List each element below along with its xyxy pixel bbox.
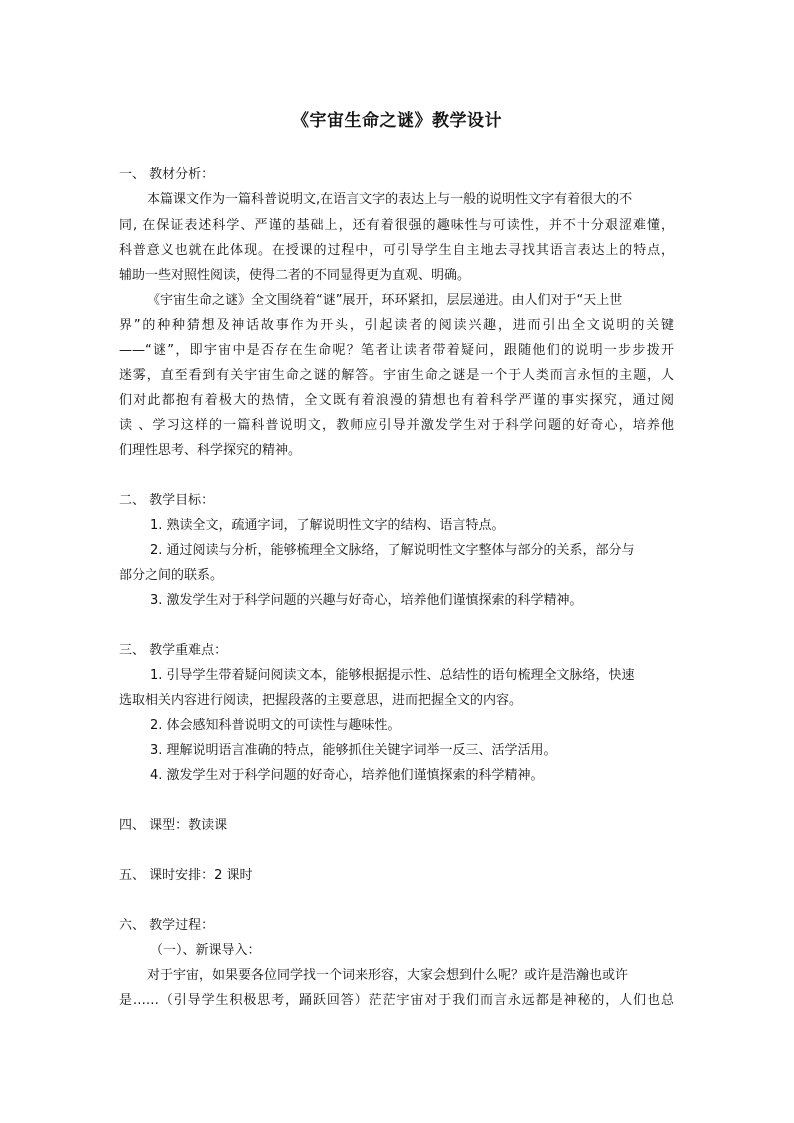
paragraph-line: 们理性思考、科学探究的精神。 [119,443,302,458]
paragraph-line: 同, 在保证表述科学、严谨的基础上，还有着很强的趣味性与可读性，并不十分艰涩难懂， [119,218,674,233]
paragraph-line: 迷雾，直至看到有关宇宙生命之谜的解答。宇宙生命之谜是一个于人类而言永恒的主题，人 [119,368,674,383]
paragraph-line: 读 、学习这样的一篇科普说明文，教师应引导并激发学生对于科学问题的好奇心，培养他 [119,418,674,433]
paragraph-line: 是……（引导学生积极思考，踊跃回答）茫茫宇宙对于我们而言永远都是神秘的，人们也总 [119,993,674,1008]
list-item: 4. 激发学生对于科学问题的好奇心，培养他们谨慎探索的科学精神。 [150,768,544,783]
list-item: 1. 引导学生带着疑问阅读文本，能够根据提示性、总结性的语句梳理全文脉络，快速 [150,668,635,683]
list-item: 选取相关内容进行阅读，把握段落的主要意思，进而把握全文的内容。 [119,693,523,708]
paragraph-line: ——“谜”，即宇宙中是否存在生命呢？笔者让读者带着疑问，跟随他们的说明一步步拨开 [119,343,674,358]
section-heading-teaching-goals: 二、 教学目标： [119,493,215,508]
section-heading-lesson-type: 四、 课型：教读课 [119,818,228,833]
list-item: 1. 熟读全文，疏通字词，了解说明性文字的结构、语言特点。 [150,518,505,533]
section-heading-material-analysis: 一、 教材分析： [119,167,215,182]
paragraph-line: 辅助一些对照性阅读，使得二者的不同显得更为直观、明确。 [119,268,471,283]
list-item: 2. 体会感知科普说明文的可读性与趣味性。 [150,718,401,733]
document-title: 《宇宙生命之谜》教学设计 [292,111,502,131]
list-item: 3. 理解说明语言准确的特点，能够抓住关键字词举一反三、活学活用。 [150,743,557,758]
list-item: 3. 激发学生对于科学问题的兴趣与好奇心，培养他们谨慎探索的科学精神。 [150,593,583,608]
section-heading-teaching-process: 六、 教学过程： [119,918,215,933]
list-item: 2. 通过阅读与分析，能够梳理全文脉络，了解说明性文字整体与部分的关系，部分与 [150,543,635,558]
paragraph-line: 们对此都抱有着极大的热情，全文既有着浪漫的猜想也有着科学严谨的事实探究，通过阅 [119,393,674,408]
section-heading-key-points: 三、 教学重难点： [119,643,228,658]
paragraph-line: 界”的种种猜想及神话故事作为开头，引起读者的阅读兴趣，进而引出全文说明的关键 [119,318,674,333]
paragraph-line: 对于宇宙，如果要各位同学找一个词来形容，大家会想到什么呢？或许是浩瀚也或许 [147,968,629,983]
section-heading-schedule: 五、 课时安排：2 课时 [119,868,253,883]
list-item: 部分之间的联系。 [119,568,224,583]
subsection-heading: （一）、新课导入： [150,943,261,958]
paragraph-line: 科普意义也就在此体现。在授课的过程中，可引导学生自主地去寻找其语言表达上的特点， [119,243,674,258]
paragraph-line: 本篇课文作为一篇科普说明文,在语言文字的表达上与一般的说明性文字有着很大的不 [147,192,633,207]
paragraph-line: 《宇宙生命之谜》全文围绕着“谜”展开，环环紧扣，层层递进。由人们对于“天上世 [147,293,623,308]
